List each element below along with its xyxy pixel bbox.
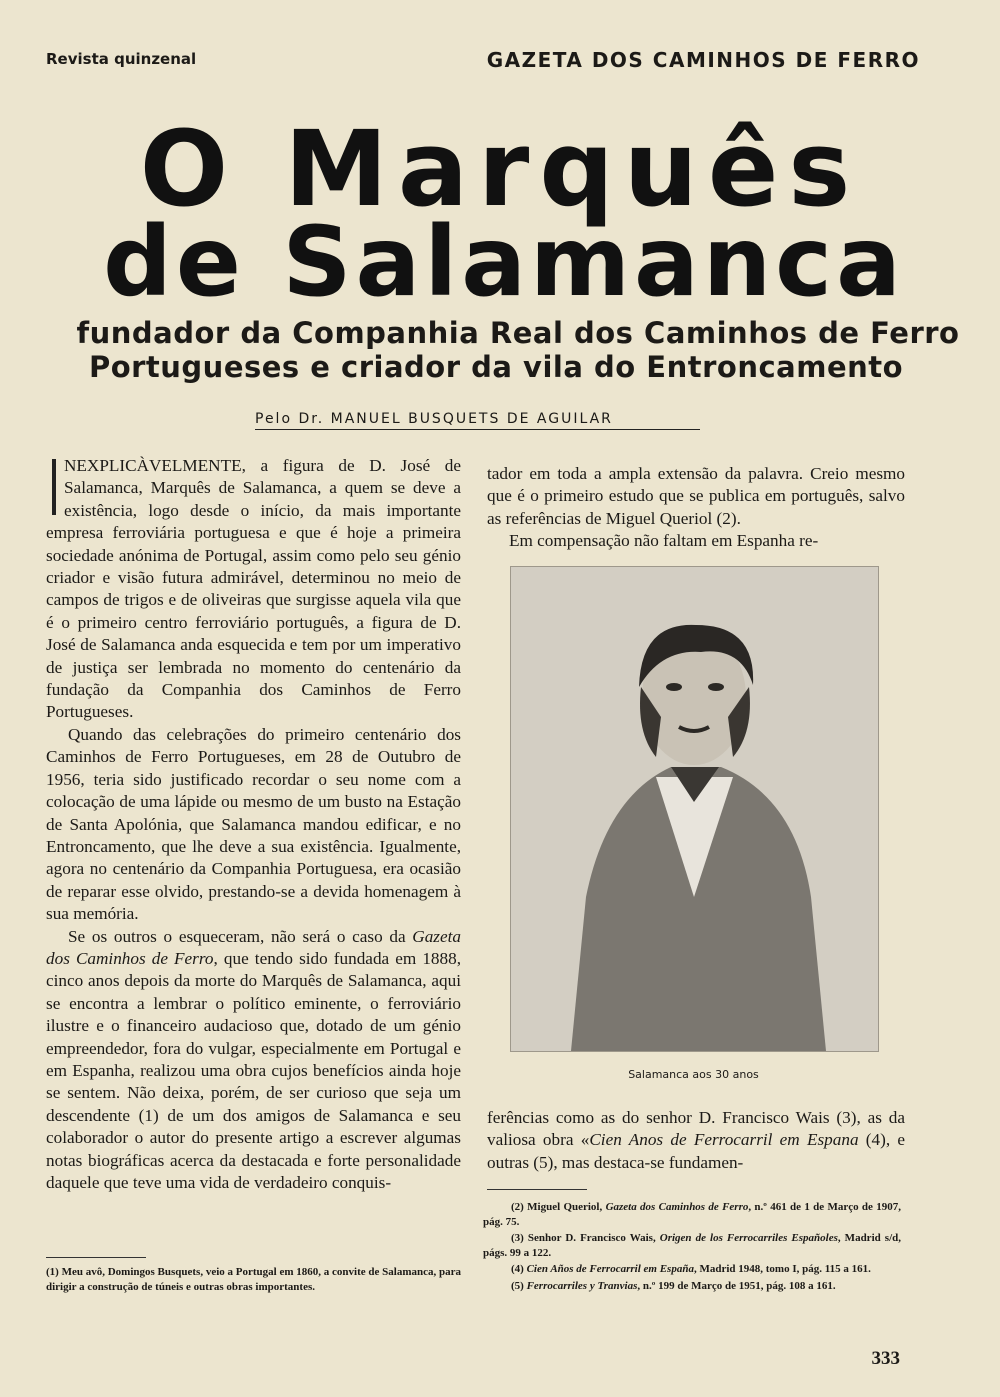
page-number: 333 <box>871 1348 900 1369</box>
footnote-text: , Madrid s/d, págs. 99 a 122. <box>483 1232 901 1259</box>
article-title-line2: de Salamanca <box>103 206 905 318</box>
footnote-2 <box>483 1200 901 1229</box>
portrait-illustration <box>511 567 878 1051</box>
header-periodicity: Revista quinzenal <box>46 50 197 68</box>
paragraph: Em compensação não faltam em Espanha re- <box>509 531 819 551</box>
footnote-text: (4) <box>511 1263 527 1275</box>
footnote-divider <box>487 1189 587 1190</box>
right-column-top <box>487 463 905 553</box>
paragraph-text: ferências como as do senhor D. Francisco Wais (3), as da valiosa obra « <box>487 1108 905 1150</box>
publication-title: Cien Anos de Ferrocarril em Espana <box>589 1130 859 1150</box>
paragraph: Quando das celebrações do primeiro centenário dos Caminhos de Ferro Portugueses, em 28 de Outubro de 1956, teria sido justificado recordar o seu nome com a colocação de uma lápide ou mesmo de um busto na Estação de Santa Apolónia, que Salamanca mandou edificar, e no Entroncamento, que lhe deve a sua existência. Igualmente, agora no centenário da Companhia Portuguesa, era ocasião de reparar esse olvido, prestando-se a devida homenagem à sua memória. <box>46 724 461 924</box>
paragraph-text: Se os outros o esqueceram, não será o caso da <box>68 926 413 946</box>
footnote-text: , n.º 199 de Março de 1951, pág. 108 a 161. <box>637 1279 836 1292</box>
footnote-text: , Madrid 1948, tomo I, pág. 115 a 161. <box>693 1263 871 1275</box>
footnotes-right <box>483 1200 901 1295</box>
article-title-line1: O Marquês <box>139 108 861 230</box>
footnote-italic: Ferrocarriles y Tranvias <box>526 1279 638 1292</box>
footnote-text: (3) Senhor D. Francisco Wais, <box>511 1232 660 1244</box>
footnote-divider <box>46 1257 146 1258</box>
footnote-italic: Cien Años de Ferrocarril em España <box>526 1263 694 1275</box>
footnote-1: (1) Meu avô, Domingos Busquets, veio a Portugal em 1860, a convite de Salamanca, para dirigir a construção de túneis e outras obras importantes. <box>46 1266 461 1293</box>
article-subtitle-line1: fundador da Companhia Real dos Caminhos de Ferro <box>76 316 960 350</box>
paragraph <box>46 926 461 1195</box>
footnote-3 <box>483 1231 901 1260</box>
footnote-text: , n.º 461 de 1 de Março de 1907, pág. 75. <box>483 1201 901 1228</box>
article-subtitle-line2: Portugueses e criador da vila do Entroncamento <box>88 350 904 384</box>
dropcap-bar <box>52 459 56 515</box>
article-byline: Pelo Dr. MANUEL BUSQUETS DE AGUILAR <box>255 411 700 430</box>
footnote-italic: Gazeta dos Caminhos de Ferro <box>605 1201 749 1213</box>
footnote-italic: Origen de los Ferrocarriles Españoles <box>659 1232 838 1244</box>
photo-caption: Salamanca aos 30 anos <box>628 1068 759 1081</box>
paragraph-text: , que tendo sido fundada em 1888, cinco anos depois da morte do Marquês de Salamanca, aqui se encontra a lembrar o político eminente, o ferroviário ilustre e o financeiro audacioso que, dotado de um génio empreendedor, fora do vulgar, especialmente em Portugal e em Espanha, realizou uma obra cujos benefícios ainda hoje se sentem. Não deixa, porém, de ser curioso que seja um descendente (1) de um dos amigos de Salamanca e seu colaborador o autor do presente artigo a escrever algumas notas biográficas acerca da destacada e forte personalidade daquele que teve uma vida de verdadeiro conquis- <box>46 948 461 1192</box>
left-column <box>46 455 461 1194</box>
publication-title: Gazeta dos Caminhos de Ferro <box>46 926 461 968</box>
paragraph <box>487 1107 905 1174</box>
paragraph: tador em toda a ampla extensão da palavra. Creio mesmo que é o primeiro estudo que se publica em português, salvo as referências de Miguel Queriol (2). <box>487 464 905 528</box>
paragraph <box>46 455 461 724</box>
header-magazine-name: GAZETA DOS CAMINHOS DE FERRO <box>486 48 920 72</box>
footnote-text: (2) Miguel Queriol, <box>511 1201 606 1213</box>
portrait-photo <box>510 566 879 1052</box>
footnote-4 <box>483 1262 901 1277</box>
right-column-bottom <box>487 1107 905 1174</box>
paragraph-text: (4), e outras (5), mas destaca-se fundamen- <box>487 1130 906 1172</box>
footnote-text: (5) <box>511 1279 527 1292</box>
paragraph-text: NEXPLICÀVELMENTE, a figura de D. José de Salamanca, Marquês de Salamanca, a quem se deve a existência, logo desde o início, da mais importante empresa ferroviária portuguesa e que é hoje a primeira sociedade anónima de Portugal, assim como pelo seu génio criador e visão futura admirável, determinou no meio de campos de trigos e de oliveiras que surgisse aquela vila que é o primeiro centro ferroviário português, a figura de D. José de Salamanca anda esquecida e tem por um imperativo de justiça ser lembrada no momento do centenário da fundação da Companhia dos Caminhos de Ferro Portugueses. <box>46 456 461 722</box>
footnote-5 <box>483 1279 901 1294</box>
